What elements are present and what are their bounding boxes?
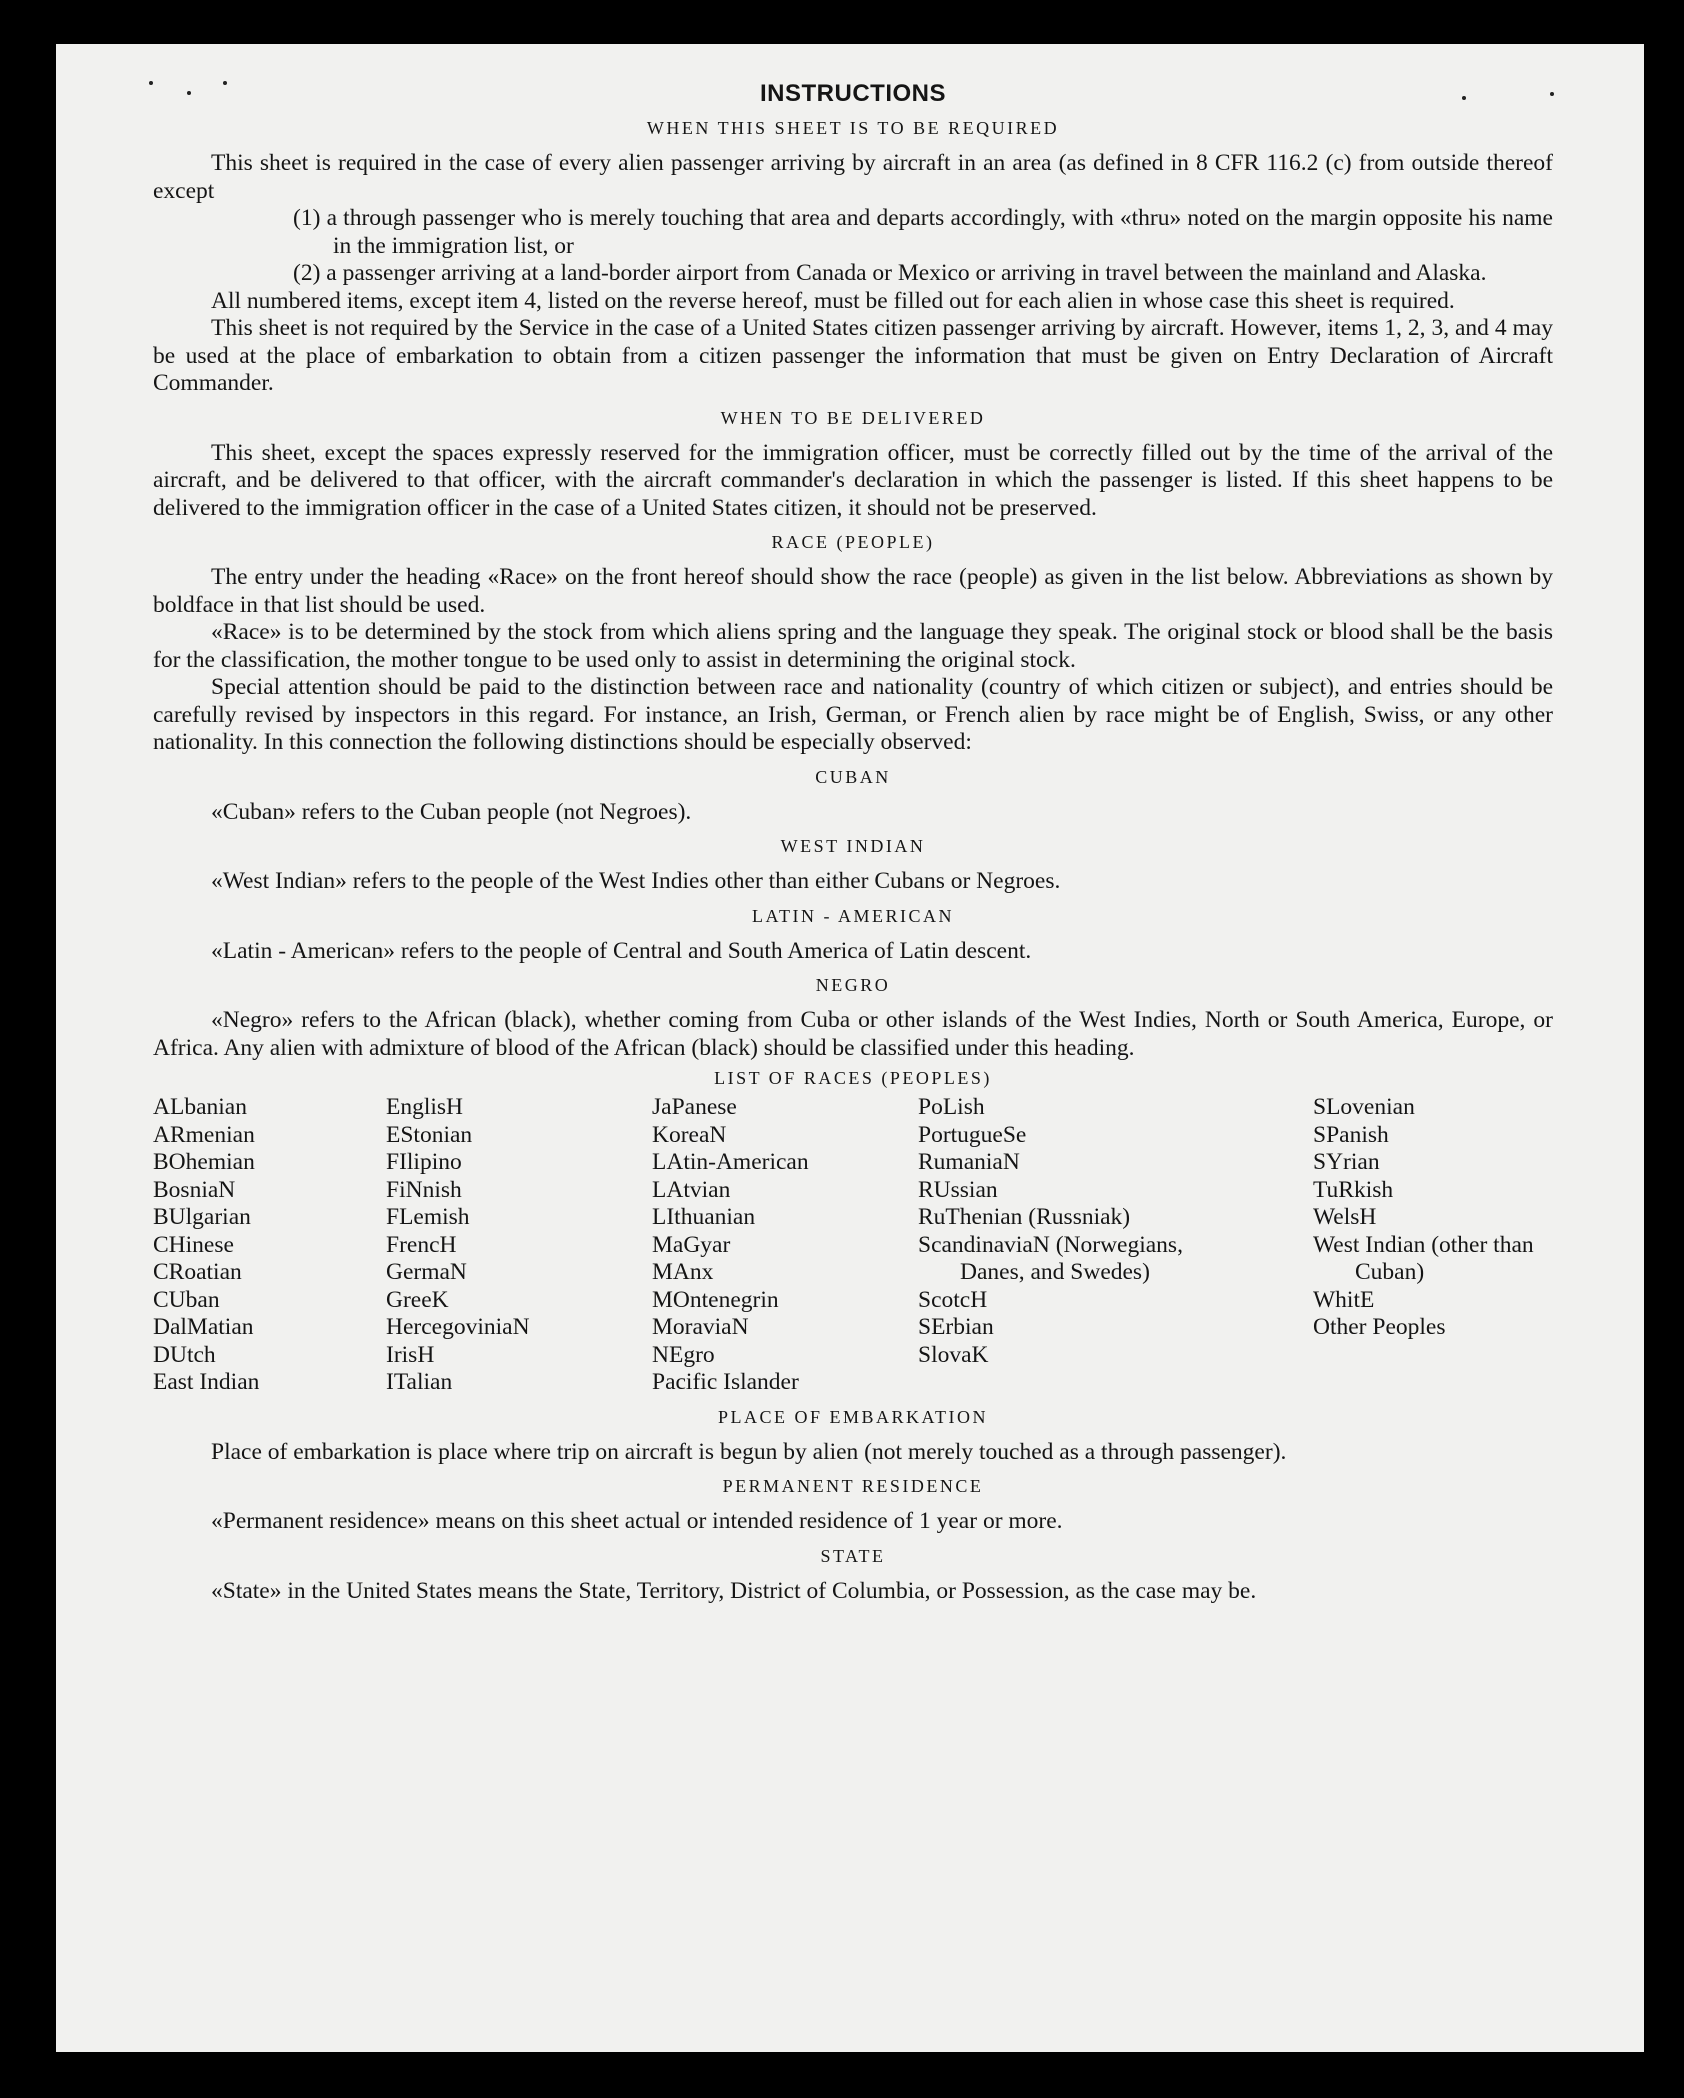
section-heading-when-required: WHEN THIS SHEET IS TO BE REQUIRED [646, 118, 1060, 138]
race-item: SErbian [918, 1314, 994, 1340]
race-item: Other Peoples [1313, 1314, 1446, 1340]
section-heading-when-delivered: WHEN TO BE DELIVERED [720, 407, 986, 428]
race-item: EnglisH [386, 1094, 464, 1120]
paragraph: «Permanent residence» means on this sheet actual or intended residence of 1 year or more. [211, 1508, 1063, 1534]
race-item: SLovenian [1313, 1094, 1415, 1120]
race-item: DUtch [153, 1341, 216, 1368]
race-item: LAtvian [652, 1176, 731, 1203]
paragraph: The entry under the heading «Race» on the front hereof should show the race (people) as given in the list below. Abbreviations as shown by boldface in that list should be used. [153, 564, 1553, 618]
race-item: FrencH [386, 1231, 457, 1258]
paragraph: This sheet is required in the case of every alien passenger arriving by aircraft in an area (as defined in 8 CFR 116.2 (c) from outside thereof except [153, 150, 1553, 204]
race-item: MoraviaN [652, 1314, 749, 1340]
race-item: HercegoviniaN [386, 1314, 530, 1340]
race-item: PortugueSe [918, 1121, 1027, 1148]
race-item: East Indian [153, 1369, 260, 1395]
races-column [386, 1094, 652, 1397]
race-item: MAnx [652, 1259, 714, 1285]
list-item: (1) a through passenger who is merely touching that area and departs accordingly, with «thru» noted on the margin opposite his name in the immigration list, or [293, 205, 1553, 259]
race-item: PoLish [918, 1094, 985, 1120]
race-item: RUssian [918, 1176, 998, 1203]
race-item: GreeK [386, 1286, 449, 1313]
race-item: CHinese [153, 1231, 234, 1258]
section-heading-cuban: CUBAN [815, 766, 891, 787]
race-item: BosniaN [153, 1176, 236, 1203]
paragraph: Place of embarkation is place where trip on aircraft is begun by alien (not merely touched as a through passenger). [211, 1438, 1287, 1465]
section-heading-state: STATE [820, 1545, 886, 1566]
paragraph: «State» in the United States means the State, Territory, District of Columbia, or Possession, as the case may be. [211, 1577, 1257, 1604]
race-item: WelsH [1313, 1204, 1377, 1230]
race-item: ScotcH [918, 1286, 988, 1313]
paragraph: «Race» is to be determined by the stock from which aliens spring and the language they speak. The original stock or blood shall be the basis for the classification, the mother tongue to be used only to assist in determining the original stock. [153, 619, 1553, 673]
race-item: ALbanian [153, 1094, 247, 1120]
paragraph: «Cuban» refers to the Cuban people (not Negroes). [211, 798, 692, 825]
race-item: MaGyar [652, 1231, 731, 1258]
race-item: CUban [153, 1286, 220, 1313]
races-column [1313, 1094, 1553, 1397]
paragraph: «Negro» refers to the African (black), whether coming from Cuba or other islands of the West Indies, North or South America, Europe, or Africa. Any alien with admixture of blood of the African (black) should be classified under this heading. [153, 1007, 1553, 1061]
race-item: BUlgarian [153, 1204, 251, 1230]
race-item: ARmenian [153, 1121, 255, 1148]
race-item: LAtin-American [652, 1149, 809, 1175]
page-title: INSTRUCTIONS [760, 80, 946, 107]
race-item: SYrian [1313, 1149, 1380, 1175]
race-item: West Indian (other than Cuban) [1313, 1231, 1534, 1285]
section-heading-negro: NEGRO [815, 975, 891, 995]
race-item: DalMatian [153, 1314, 254, 1340]
race-item: FiNnish [386, 1176, 462, 1203]
section-heading-west-indian: WEST INDIAN [780, 836, 926, 856]
document-page [56, 44, 1644, 2052]
paragraph: All numbered items, except item 4, listed on the reverse hereof, must be filled out for each alien in whose case this sheet is required. [211, 287, 1455, 314]
race-item: LIthuanian [652, 1204, 756, 1230]
section-heading-list-of-races: LIST OF RACES (PEOPLES) [714, 1068, 992, 1088]
race-item: CRoatian [153, 1259, 242, 1285]
paragraph: This sheet, except the spaces expressly reserved for the immigration officer, must be correctly filled out by the time of the arrival of the aircraft, and be delivered to that officer, with the aircraft commander's declaration in which the passenger is listed. If this sheet happens to be delivered to the immigration officer in the case of a United States citizen, it should not be preserved. [153, 439, 1553, 521]
race-item: RumaniaN [918, 1149, 1020, 1175]
races-list [153, 1094, 1553, 1397]
race-item: FLemish [386, 1204, 470, 1230]
paragraph: «Latin - American» refers to the people of Central and South America of Latin descent. [211, 937, 1032, 964]
race-item: JaPanese [652, 1094, 737, 1120]
instructions-content [153, 80, 1553, 1605]
paragraph: «West Indian» refers to the people of the West Indies other than either Cubans or Negroes. [211, 868, 1061, 894]
race-item: Pacific Islander [652, 1369, 799, 1395]
race-item: WhitE [1313, 1286, 1375, 1313]
race-item: SlovaK [918, 1341, 989, 1368]
section-heading-latin-american: LATIN - AMERICAN [752, 905, 954, 926]
race-item: TuRkish [1313, 1176, 1394, 1203]
race-item: RuThenian (Russniak) [918, 1204, 1131, 1230]
section-heading-race: RACE (PEOPLE) [771, 532, 935, 552]
race-item: NEgro [652, 1341, 715, 1368]
race-item: FIlipino [386, 1149, 462, 1175]
race-item: MOntenegrin [652, 1286, 779, 1313]
race-item: ITalian [386, 1369, 453, 1395]
race-item: SPanish [1313, 1121, 1389, 1148]
race-item: KoreaN [652, 1121, 727, 1148]
section-heading-permanent-residence: PERMANENT RESIDENCE [722, 1476, 984, 1496]
races-column [153, 1094, 386, 1397]
paragraph: This sheet is not required by the Service in the case of a United States citizen passenger arriving by aircraft. However, items 1, 2, 3, and 4 may be used at the place of embarkation to obtain from a citizen passenger the information that must be given on Entry Declaration of Aircraft Commander. [153, 315, 1553, 396]
race-item: EStonian [386, 1121, 473, 1148]
race-item: BOhemian [153, 1149, 255, 1175]
paragraph: Special attention should be paid to the distinction between race and nationality (country of which citizen or subject), and entries should be carefully revised by inspectors in this regard. For instance, an Irish, German, or French alien by race might be of English, Swiss, or any other nationality. In this connection the following distinctions should be especially observed: [153, 674, 1553, 755]
races-column [918, 1094, 1313, 1397]
races-column [652, 1094, 918, 1397]
race-item: GermaN [386, 1259, 467, 1285]
section-heading-place-of-embarkation: PLACE OF EMBARKATION [717, 1406, 989, 1427]
race-item: IrisH [386, 1341, 435, 1368]
race-item: ScandinaviaN (Norwegians, Danes, and Swedes) [918, 1231, 1183, 1285]
list-item: (2) a passenger arriving at a land-border airport from Canada or Mexico or arriving in travel between the mainland and Alaska. [293, 260, 1487, 286]
